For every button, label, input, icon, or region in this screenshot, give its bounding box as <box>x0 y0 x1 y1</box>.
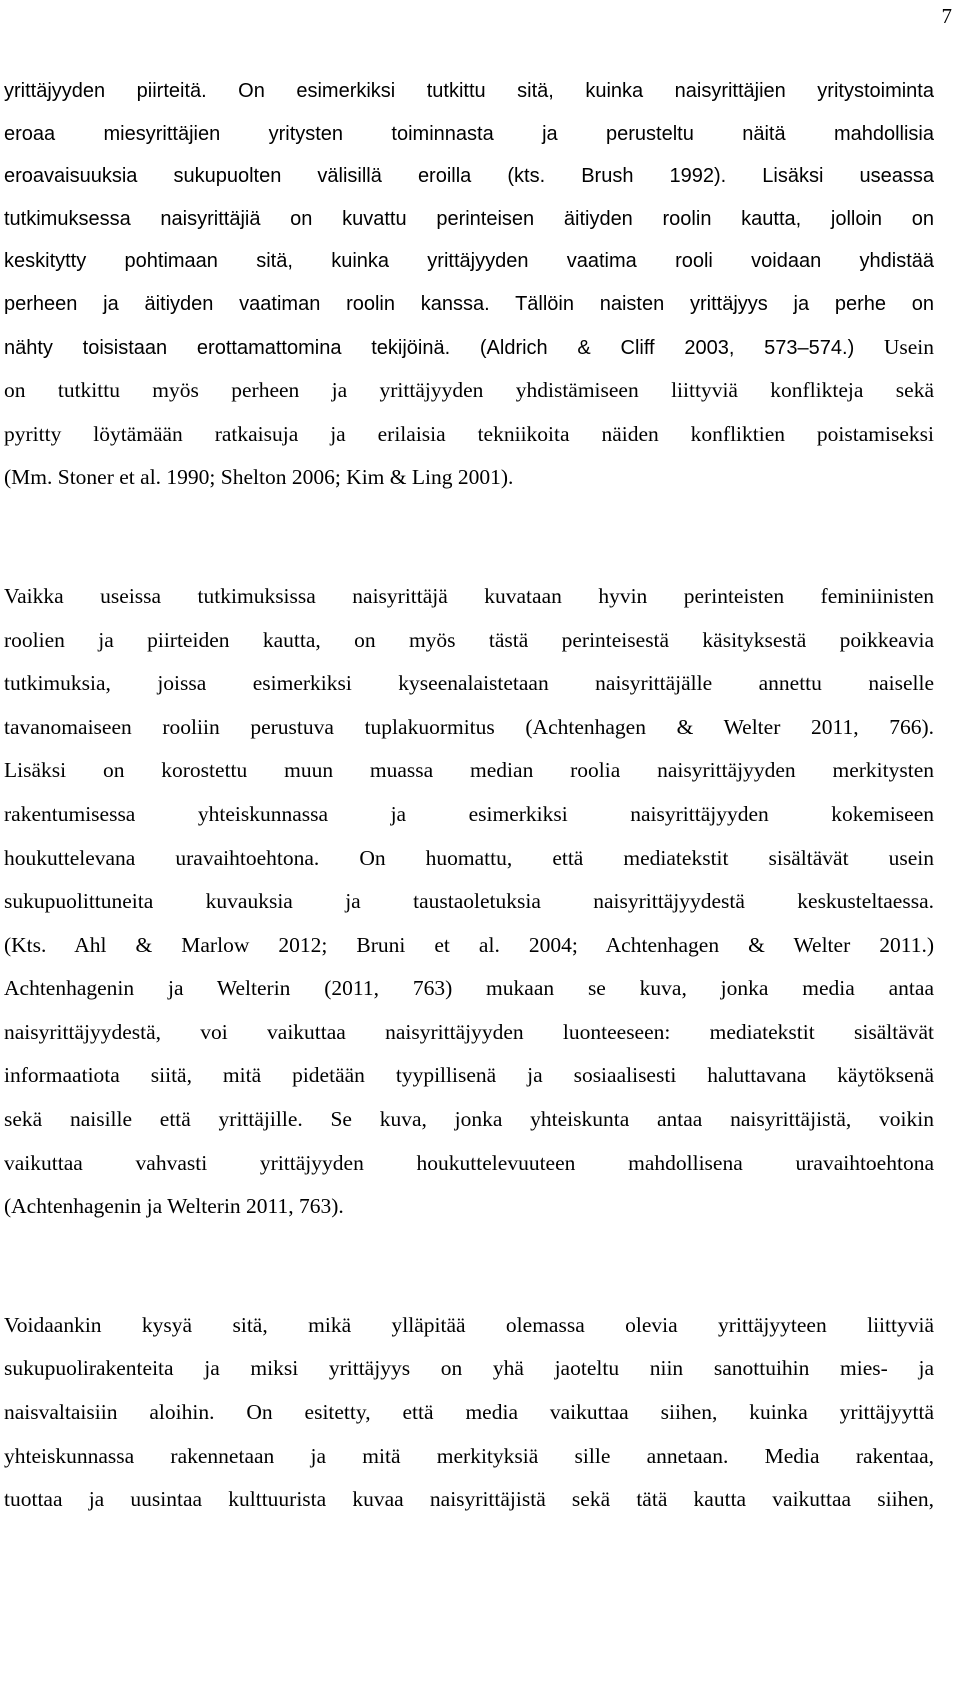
text-line <box>4 70 934 113</box>
text-segment: eroaa miesyrittäjien yritysten toiminnasta ja perusteltu näitä mahdollisia <box>4 122 934 145</box>
text-line <box>4 924 934 968</box>
text-segment: Achtenhagenin ja Welterin (2011, 763) mukaan se kuva, jonka media antaa <box>4 976 934 1001</box>
text-line <box>4 326 934 370</box>
text-line <box>4 198 934 241</box>
text-line <box>4 413 934 457</box>
text-line <box>4 706 934 750</box>
text-segment: Vaikka useissa tutkimuksissa naisyrittäjä kuvataan hyvin perinteisten feminiinisten <box>4 583 934 608</box>
text-line <box>4 1304 934 1348</box>
document-body <box>4 70 934 1522</box>
text-line <box>4 662 934 706</box>
text-line <box>4 369 934 413</box>
text-segment: tavanomaiseen rooliin perustuva tuplakuormitus (Achtenhagen & Welter 2011, 766). <box>4 714 934 739</box>
text-segment: Usein <box>854 334 934 359</box>
text-segment: rakentumisessa yhteiskunnassa ja esimerkiksi naisyrittäjyyden kokemiseen <box>4 801 934 826</box>
text-line <box>4 880 934 924</box>
text-line <box>4 283 934 326</box>
text-segment: roolien ja piirteiden kautta, on myös tästä perinteisestä käsityksestä poikkeavia <box>4 627 934 652</box>
text-segment: perheen ja äitiyden vaatiman roolin kanssa. Tällöin naisten yrittäjyys ja perhe on <box>4 292 934 315</box>
text-line <box>4 967 934 1011</box>
text-segment: houkuttelevana uravaihtoehtona. On huomattu, että mediatekstit sisältävät usein <box>4 845 934 870</box>
text-segment: sukupuolirakenteita ja miksi yrittäjyys on yhä jaoteltu niin sanottuihin mies- ja <box>4 1356 934 1381</box>
text-line <box>4 1054 934 1098</box>
page-number: 7 <box>941 4 952 28</box>
text-line <box>4 1011 934 1055</box>
text-line <box>4 837 934 881</box>
text-line <box>4 1478 934 1522</box>
text-line <box>4 155 934 198</box>
text-segment: (Kts. Ahl & Marlow 2012; Bruni et al. 2004; Achtenhagen & Welter 2011.) <box>4 932 934 957</box>
text-segment: sukupuolittuneita kuvauksia ja taustaoletuksia naisyrittäjyydestä keskusteltaessa. <box>4 889 934 914</box>
text-segment: yrittäjyyden piirteitä. On esimerkiksi tutkittu sitä, kuinka naisyrittäjien yritystoiminta <box>4 80 934 102</box>
text-segment: on tutkittu myös perheen ja yrittäjyyden yhdistämiseen liittyviä konflikteja sekä <box>4 378 934 403</box>
text-segment: vaikuttaa vahvasti yrittäjyyden houkuttelevuuteen mahdollisena uravaihtoehtona <box>4 1150 934 1175</box>
text-line <box>4 1142 934 1186</box>
text-segment: nähty toisistaan erottamattomina tekijöinä. (Aldrich & Cliff 2003, 573–574.) <box>4 336 855 359</box>
text-line <box>4 113 934 156</box>
text-segment: keskitytty pohtimaan sitä, kuinka yrittäjyyden vaatima rooli voidaan yhdistää <box>4 250 934 273</box>
paragraph-2 <box>4 575 934 1229</box>
text-segment: Lisäksi on korostettu muun muassa median roolia naisyrittäjyyden merkitysten <box>4 758 934 783</box>
text-segment: tutkimuksessa naisyrittäjiä on kuvattu perinteisen äitiyden roolin kautta, jolloin on <box>4 207 934 230</box>
text-segment: tutkimuksia, joissa esimerkiksi kyseenalaistetaan naisyrittäjälle annettu naiselle <box>4 671 934 696</box>
text-segment: Voidaankin kysyä sitä, mikä ylläpitää olemassa olevia yrittäjyyteen liittyviä <box>4 1312 934 1337</box>
text-segment: tuottaa ja uusintaa kulttuurista kuvaa naisyrittäjistä sekä tätä kautta vaikuttaa siihen, <box>4 1487 934 1512</box>
text-segment: naisvaltaisiin aloihin. On esitetty, että media vaikuttaa siihen, kuinka yrittäjyyttä <box>4 1400 934 1425</box>
text-line <box>4 1098 934 1142</box>
text-segment: eroavaisuuksia sukupuolten välisillä eroilla (kts. Brush 1992). Lisäksi useassa <box>4 165 934 188</box>
text-line <box>4 1391 934 1435</box>
paragraph-3 <box>4 1304 934 1522</box>
text-line <box>4 619 934 663</box>
text-line <box>4 1347 934 1391</box>
text-segment: (Mm. Stoner et al. 1990; Shelton 2006; Kim & Ling 2001). <box>4 465 514 490</box>
text-line <box>4 749 934 793</box>
text-line <box>4 793 934 837</box>
text-line <box>4 240 934 283</box>
text-segment: informaatiota siitä, mitä pidetään tyypillisenä ja sosiaalisesti haluttavana käytöksenä <box>4 1063 934 1088</box>
text-line <box>4 1185 934 1229</box>
text-segment: yhteiskunnassa rakennetaan ja mitä merkityksiä sille annetaan. Media rakentaa, <box>4 1443 934 1468</box>
text-segment: pyritty löytämään ratkaisuja ja erilaisia tekniikoita näiden konfliktien poistamiseksi <box>4 421 934 446</box>
text-line <box>4 456 934 500</box>
text-segment: (Achtenhagenin ja Welterin 2011, 763). <box>4 1194 344 1219</box>
text-segment: sekä naisille että yrittäjille. Se kuva, jonka yhteiskunta antaa naisyrittäjistä, voikin <box>4 1107 934 1132</box>
text-line <box>4 1435 934 1479</box>
text-line <box>4 575 934 619</box>
paragraph-1 <box>4 70 934 500</box>
text-segment: naisyrittäjyydestä, voi vaikuttaa naisyrittäjyyden luonteeseen: mediatekstit sisältävät <box>4 1019 934 1044</box>
